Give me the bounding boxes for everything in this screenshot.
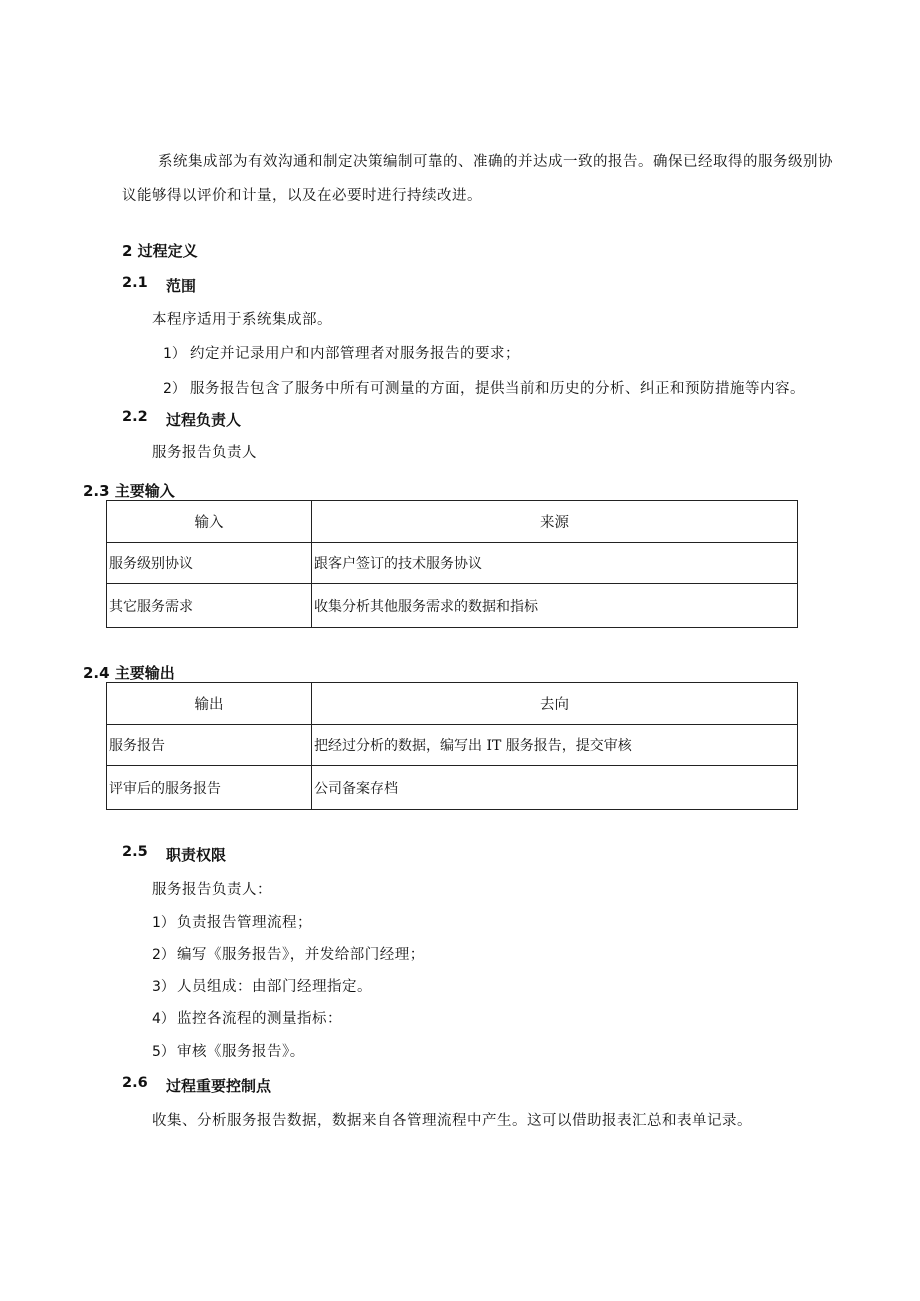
section-2-1-text: 本程序适用于系统集成部。 (152, 312, 332, 328)
table-cell: 服务级别协议 (107, 543, 312, 584)
section-2-5-number: 2.5 (122, 844, 148, 860)
table-cell: 收集分析其他服务需求的数据和指标 (312, 584, 798, 628)
table-row (107, 543, 798, 584)
list-number: 2） (152, 947, 175, 963)
table-cell: 把经过分析的数据，编写出 IT 服务报告，提交审核 (312, 725, 798, 766)
list-item: 审核《服务报告》。 (177, 1044, 305, 1060)
list-item: 负责报告管理流程； (177, 915, 312, 931)
list-item: 编写《服务报告》，并发给部门经理； (177, 947, 425, 963)
table-cell: 评审后的服务报告 (107, 766, 312, 810)
list-item: 服务报告包含了服务中所有可测量的方面，提供当前和历史的分析、纠正和预防措施等内容。 (190, 381, 805, 397)
section-2-6-title: 过程重要控制点 (166, 1077, 272, 1095)
table-header-cell: 输出 (107, 683, 312, 725)
list-item: 人员组成：由部门经理指定。 (177, 979, 372, 995)
list-number: 3） (152, 979, 175, 995)
table-header-row (107, 683, 798, 725)
section-2-5-text: 服务报告负责人： (152, 882, 272, 898)
intro-line-1: 系统集成部为有效沟通和制定决策编制可靠的、准确的并达成一致的报告。确保已经取得的服务级别协 (158, 154, 833, 170)
list-number: 5） (152, 1044, 175, 1060)
list-number: 1） (163, 346, 186, 362)
table-cell: 服务报告 (107, 725, 312, 766)
table-row (107, 725, 798, 766)
list-number: 2） (163, 381, 186, 397)
section-2-5-title: 职责权限 (166, 846, 227, 864)
table-header-cell: 去向 (312, 683, 798, 725)
table-row (107, 584, 798, 628)
section-2-1-number: 2.1 (122, 275, 148, 291)
section-2-2-number: 2.2 (122, 409, 148, 425)
section-2-6-number: 2.6 (122, 1075, 148, 1091)
input-table (106, 500, 798, 628)
section-2-2-title: 过程负责人 (166, 411, 242, 429)
table-header-row (107, 501, 798, 543)
section-2-6-text: 收集、分析服务报告数据，数据来自各管理流程中产生。这可以借助报表汇总和表单记录。 (152, 1113, 752, 1129)
table-header-cell: 来源 (312, 501, 798, 543)
section-2-1-title: 范围 (166, 277, 197, 295)
output-table (106, 682, 798, 810)
section-2-2-text: 服务报告负责人 (152, 445, 257, 461)
section-2-4-heading: 2.4 主要输出 (83, 664, 175, 682)
table-header-cell: 输入 (107, 501, 312, 543)
list-item: 约定并记录用户和内部管理者对服务报告的要求； (190, 346, 520, 362)
section-2-heading: 2 过程定义 (122, 242, 198, 260)
table-row (107, 766, 798, 810)
table-cell: 跟客户签订的技术服务协议 (312, 543, 798, 584)
section-2-3-heading: 2.3 主要输入 (83, 482, 175, 500)
table-cell: 其它服务需求 (107, 584, 312, 628)
intro-line-2: 议能够得以评价和计量，以及在必要时进行持续改进。 (122, 188, 482, 204)
table-cell: 公司备案存档 (312, 766, 798, 810)
list-item: 监控各流程的测量指标： (177, 1011, 342, 1027)
list-number: 4） (152, 1011, 175, 1027)
list-number: 1） (152, 915, 175, 931)
